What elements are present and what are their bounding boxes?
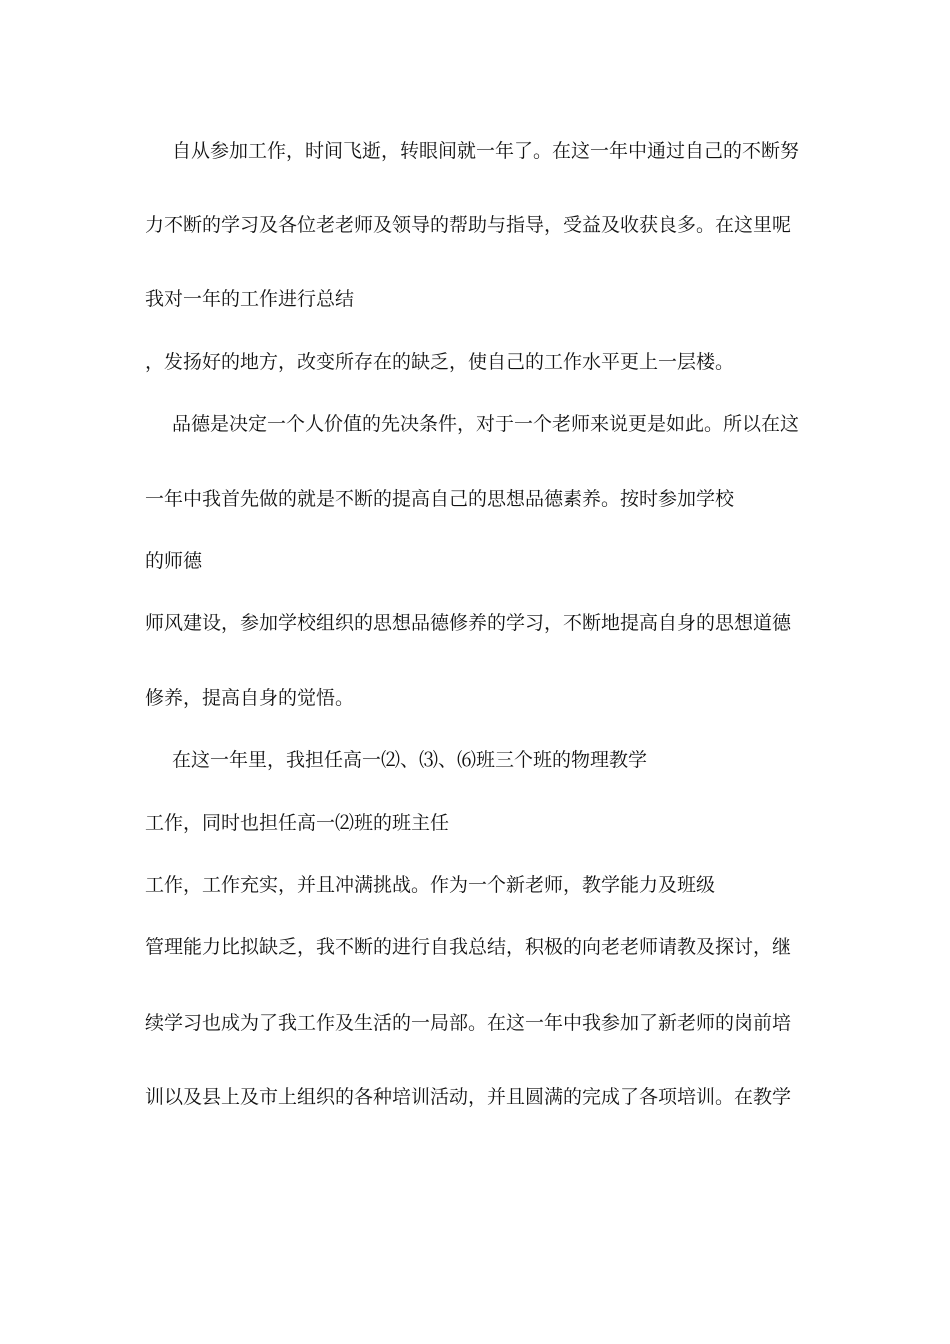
paragraph-2-line-4: 师风建设，参加学校组织的思想品德修养的学习，不断地提高自身的思想道德 [145,612,792,634]
paragraph-1-line-3: 我对一年的工作进行总结 [145,288,355,310]
paragraph-1-line-2: 力不断的学习及各位老老师及领导的帮助与指导，受益及收获良多。在这里呢 [145,214,792,236]
paragraph-3-line-5: 续学习也成为了我工作及生活的一局部。在这一年中我参加了新老师的岗前培 [145,1012,792,1034]
paragraph-1-line-1: 自从参加工作，时间飞逝，转眼间就一年了。在这一年中通过自己的不断努 [172,140,800,162]
paragraph-2-line-5: 修养，提高自身的觉悟。 [145,687,355,709]
paragraph-3-line-2: 工作，同时也担任高一⑵班的班主任 [145,812,450,834]
paragraph-3-line-6: 训以及县上及市上组织的各种培训活动，并且圆满的完成了各项培训。在教学 [145,1086,792,1108]
paragraph-2-line-1: 品德是决定一个人价值的先决条件，对于一个老师来说更是如此。所以在这 [172,413,800,435]
paragraph-3-line-1: 在这一年里，我担任高一⑵、⑶、⑹班三个班的物理教学 [172,749,648,771]
paragraph-1-line-4: ，发扬好的地方，改变所存在的缺乏，使自己的工作水平更上一层楼。 [145,351,735,373]
paragraph-3-line-3: 工作，工作充实，并且冲满挑战。作为一个新老师，教学能力及班级 [145,874,716,896]
paragraph-3-line-4: 管理能力比拟缺乏，我不断的进行自我总结，积极的向老老师请教及探讨，继 [145,936,792,958]
paragraph-2-line-2: 一年中我首先做的就是不断的提高自己的思想品德素养。按时参加学校 [145,488,735,510]
paragraph-2-line-3: 的师德 [145,550,203,572]
